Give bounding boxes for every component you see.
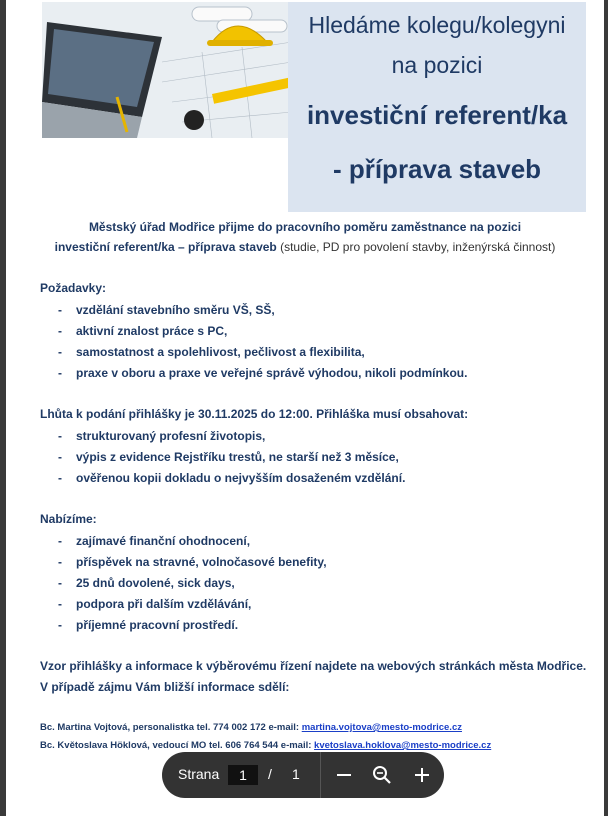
contact-line: Bc. Květoslava Höklová, vedoucí MO tel. 606 764 544 e-mail: kvetoslava.hoklova@mesto-modrice.cz: [40, 740, 492, 751]
hero-image: [42, 2, 292, 138]
contact-line: Bc. Martina Vojtová, personalistka tel. 774 002 172 e-mail: martina.vojtova@mesto-modrice.cz: [40, 722, 462, 733]
intro-position: investiční referent/ka – příprava staveb: [54, 240, 277, 254]
list-item: - výpis z evidence Rejstříku trestů, ne starší než 3 měsíce,: [58, 450, 399, 464]
intro-line-2: [6, 240, 604, 254]
email-link[interactable]: martina.vojtova@mesto-modrice.cz: [301, 722, 462, 733]
list-item: - aktivní znalost práce s PC,: [58, 324, 228, 338]
list-item: - podpora při dalším vzdělávání,: [58, 597, 252, 611]
hero-headline-box: [288, 2, 586, 212]
list-item: - ověřenou kopii dokladu o nejvyšším dosaženém vzdělání.: [58, 471, 406, 485]
requirements-title: Požadavky:: [40, 281, 107, 295]
email-link[interactable]: kvetoslava.hoklova@mesto-modrice.cz: [314, 740, 492, 751]
list-item: - strukturovaný profesní životopis,: [58, 429, 266, 443]
list-item: - vzdělání stavebního směru VŠ, SŠ,: [58, 303, 275, 317]
list-item: - 25 dnů dovolené, sick days,: [58, 576, 235, 590]
zoom-out-button[interactable]: [330, 761, 358, 789]
closing-line-2: V případě zájmu Vám bližší informace sdělí:: [40, 680, 290, 694]
total-pages: 1: [292, 766, 300, 782]
plus-icon: [413, 766, 431, 784]
minus-icon: [335, 766, 353, 784]
toolbar-divider: [320, 752, 321, 798]
page-label: Strana: [178, 766, 220, 782]
list-item: - příspěvek na stravné, volnočasové benefity,: [58, 555, 327, 569]
headline-line-1: Hledáme kolegu/kolegyni: [308, 12, 566, 38]
fit-zoom-button[interactable]: [368, 761, 396, 789]
position-subtitle: - příprava staveb: [332, 154, 542, 184]
intro-scope: (studie, PD pro povolení stavby, inženýrská činnost): [280, 240, 556, 254]
construction-desk-illustration: [42, 2, 292, 138]
headline-line-2: na pozici: [391, 52, 483, 78]
offer-title: Nabízíme:: [40, 512, 97, 526]
deadline-title: Lhůta k podání přihlášky je 30.11.2025 do 12:00. Přihláška musí obsahovat:: [40, 407, 469, 421]
closing-line-1: Vzor přihlášky a informace k výběrovému řízení najdete na webových stránkách města Modřice.: [40, 659, 587, 673]
list-item: - samostatnost a spolehlivost, pečlivost a flexibilita,: [58, 345, 365, 359]
position-title: investiční referent/ka: [306, 100, 568, 130]
page-number-input[interactable]: 1: [228, 765, 258, 785]
list-item: - praxe v oboru a praxe ve veřejné správě výhodou, nikoli podmínkou.: [58, 366, 468, 380]
list-item: - příjemné pracovní prostředí.: [58, 618, 239, 632]
pdf-page: [6, 0, 604, 816]
intro-line-1: Městský úřad Modřice přijme do pracovního poměru zaměstnance na pozici: [88, 220, 522, 234]
page-separator: /: [268, 766, 272, 782]
zoom-in-button[interactable]: [408, 761, 436, 789]
pdf-viewer-toolbar: [162, 752, 444, 798]
list-item: - zajímavé finanční ohodnocení,: [58, 534, 251, 548]
magnifier-icon: [372, 765, 392, 785]
